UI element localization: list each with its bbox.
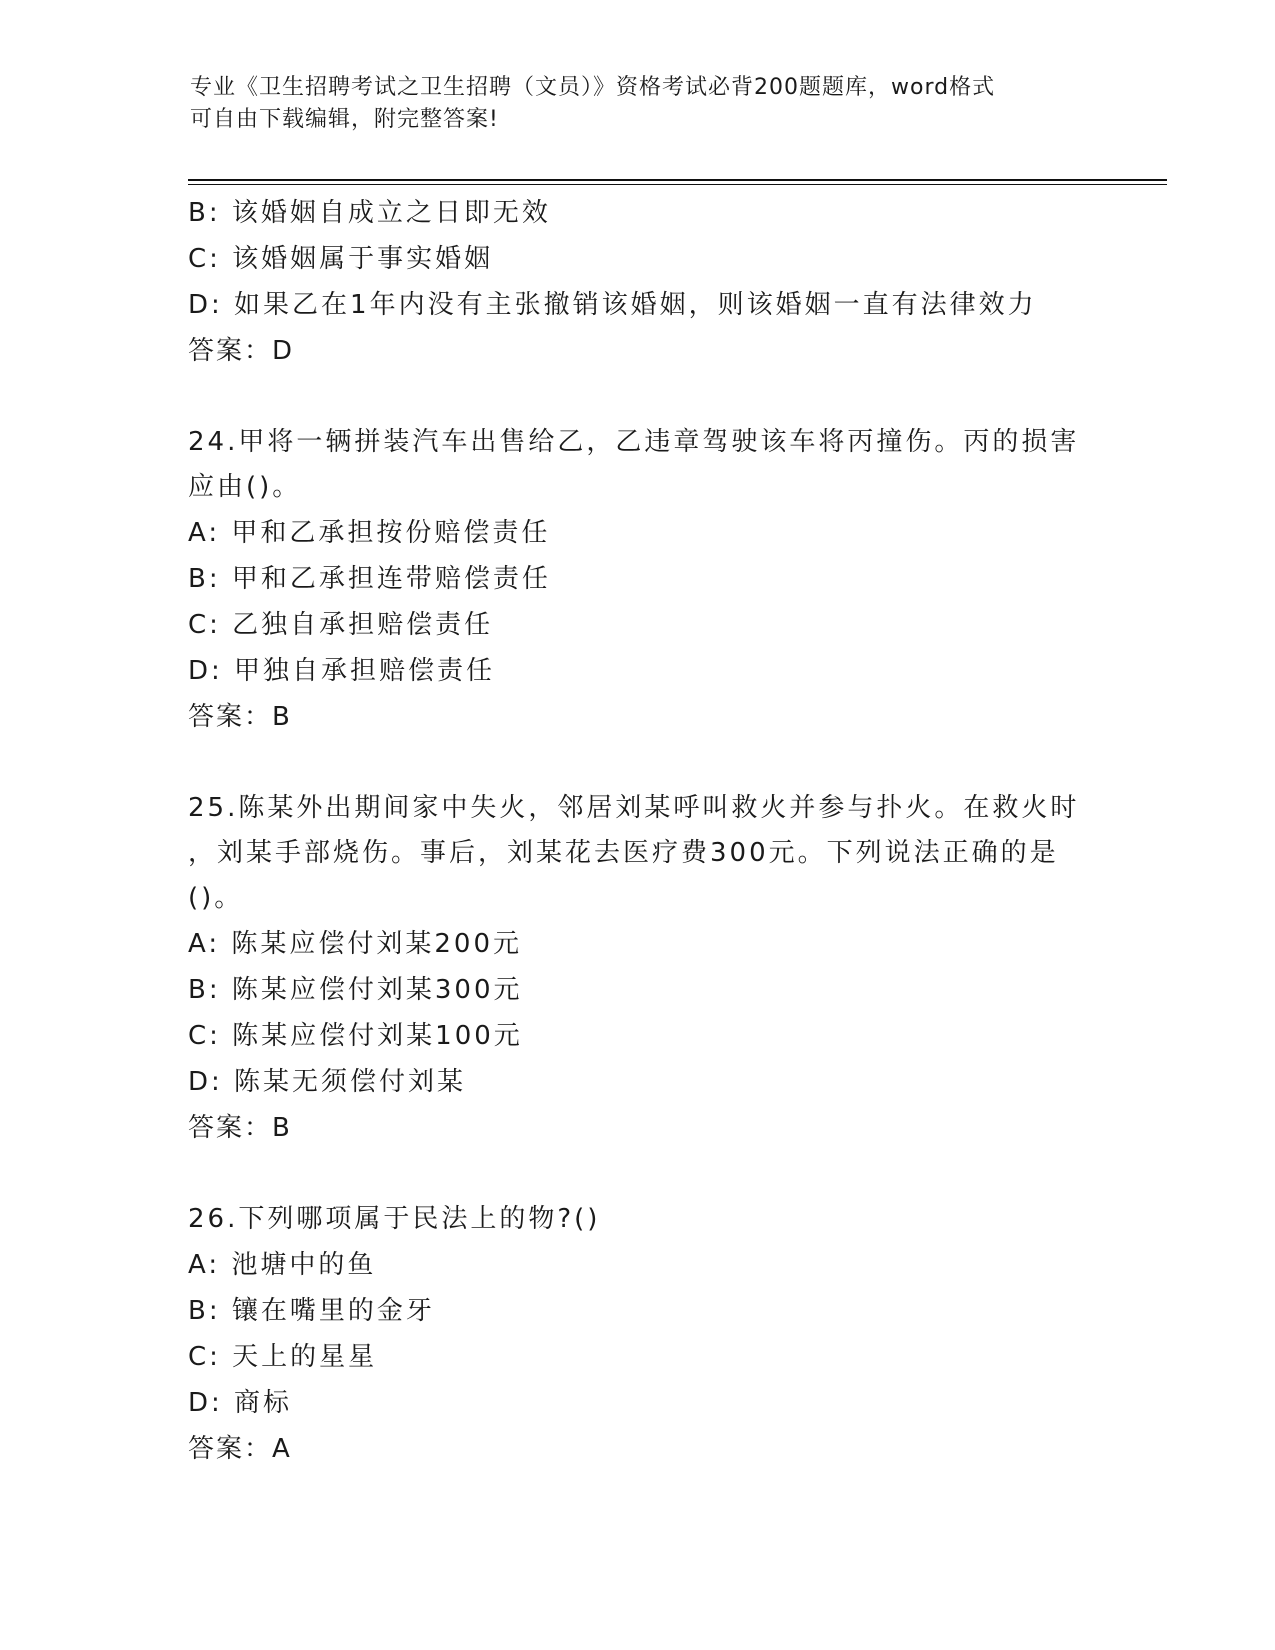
question-list xyxy=(188,190,1088,1472)
question-stem-line: 24.甲将一辆拼装汽车出售给乙，乙违章驾驶该车将丙撞伤。丙的损害 xyxy=(188,427,1080,457)
option-d: D: 陈某无须偿付刘某 xyxy=(188,1067,467,1097)
spacer xyxy=(188,374,1088,420)
option-c: C: 天上的星星 xyxy=(188,1342,378,1372)
option-a: A: 池塘中的鱼 xyxy=(188,1250,377,1280)
question-stem-line: 应由()。 xyxy=(188,472,302,502)
option-a: A: 甲和乙承担按份赔偿责任 xyxy=(188,518,551,548)
header-title-line-2: 可自由下载编辑，附完整答案! xyxy=(190,107,499,132)
spacer xyxy=(188,740,1088,786)
question-block-23-continued xyxy=(188,190,1088,374)
header-title-line-1: 专业《卫生招聘考试之卫生招聘（文员）》资格考试必背200题题库，word格式 xyxy=(190,75,996,100)
question-stem-line: ()。 xyxy=(188,883,244,913)
option-d: D: 商标 xyxy=(188,1388,293,1418)
answer-line: 答案：A xyxy=(188,1434,292,1464)
answer-line: 答案：B xyxy=(188,1113,292,1143)
option-d: D: 如果乙在1年内没有主张撤销该婚姻，则该婚姻一直有法律效力 xyxy=(188,290,1037,320)
question-stem-line: 26.下列哪项属于民法上的物?() xyxy=(188,1204,601,1234)
answer-line: 答案：D xyxy=(188,336,295,366)
header-divider-thin xyxy=(188,184,1167,185)
option-c: C: 该婚姻属于事实婚姻 xyxy=(188,244,494,274)
question-stem-line: 25.陈某外出期间家中失火，邻居刘某呼叫救火并参与扑火。在救火时 xyxy=(188,793,1080,823)
option-c: C: 陈某应偿付刘某100元 xyxy=(188,1021,523,1051)
option-b: B: 该婚姻自成立之日即无效 xyxy=(188,198,551,228)
question-block-25 xyxy=(188,786,1088,1151)
answer-line: 答案：B xyxy=(188,702,292,732)
option-b: B: 镶在嘴里的金牙 xyxy=(188,1296,435,1326)
option-d: D: 甲独自承担赔偿责任 xyxy=(188,656,496,686)
question-stem-line: ，刘某手部烧伤。事后，刘某花去医疗费300元。下列说法正确的是 xyxy=(188,838,1059,868)
document-header xyxy=(190,72,1090,136)
option-a: A: 陈某应偿付刘某200元 xyxy=(188,929,522,959)
option-b: B: 陈某应偿付刘某300元 xyxy=(188,975,523,1005)
header-divider-thick xyxy=(188,179,1167,181)
option-b: B: 甲和乙承担连带赔偿责任 xyxy=(188,564,551,594)
question-block-26 xyxy=(188,1197,1088,1472)
option-c: C: 乙独自承担赔偿责任 xyxy=(188,610,494,640)
spacer xyxy=(188,1151,1088,1197)
question-block-24 xyxy=(188,420,1088,740)
